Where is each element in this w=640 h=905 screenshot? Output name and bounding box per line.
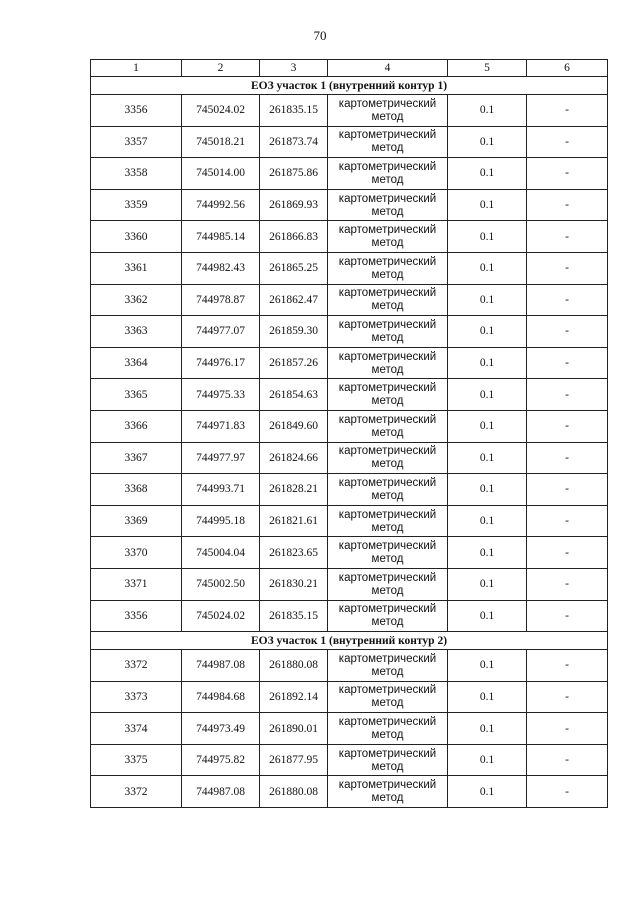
table-row	[91, 442, 608, 474]
method-line-1: картометрический	[338, 747, 437, 760]
table-row	[91, 347, 608, 379]
note: -	[527, 126, 608, 158]
method-line-1: картометрический	[338, 445, 437, 458]
method-line-2: метод	[371, 760, 404, 773]
coordinate-y: 261835.15	[260, 600, 328, 632]
accuracy: 0.1	[448, 126, 527, 158]
method-cell	[328, 442, 448, 474]
point-number: 3375	[91, 744, 182, 776]
coordinate-x: 745024.02	[182, 600, 260, 632]
method-line-1: картометрический	[338, 318, 437, 331]
point-number: 3359	[91, 189, 182, 221]
point-number: 3358	[91, 158, 182, 190]
section-title: ЕОЗ участок 1 (внутренний контур 1)	[91, 77, 608, 95]
method-cell	[328, 744, 448, 776]
method-cell	[328, 568, 448, 600]
note: -	[527, 537, 608, 569]
note: -	[527, 442, 608, 474]
coordinate-y: 261828.21	[260, 474, 328, 506]
coordinate-y: 261857.26	[260, 347, 328, 379]
table-row	[91, 600, 608, 632]
accuracy: 0.1	[448, 744, 527, 776]
note: -	[527, 474, 608, 506]
point-number: 3364	[91, 347, 182, 379]
method-cell	[328, 284, 448, 316]
table-row	[91, 681, 608, 713]
method-cell	[328, 95, 448, 127]
method-line-2: метод	[371, 426, 404, 439]
table-row	[91, 410, 608, 442]
note: -	[527, 681, 608, 713]
method-cell	[328, 252, 448, 284]
accuracy: 0.1	[448, 505, 527, 537]
coordinate-y: 261854.63	[260, 379, 328, 411]
method-cell	[328, 537, 448, 569]
coordinate-x: 744987.08	[182, 650, 260, 682]
method-line-1: картометрический	[338, 192, 437, 205]
table-row	[91, 126, 608, 158]
table-row	[91, 474, 608, 506]
accuracy: 0.1	[448, 713, 527, 745]
method-line-1: картометрический	[338, 287, 437, 300]
table-row	[91, 650, 608, 682]
method-line-1: картометрический	[338, 255, 437, 268]
table-row	[91, 776, 608, 808]
method-line-1: картометрический	[338, 716, 437, 729]
coordinate-x: 744973.49	[182, 713, 260, 745]
table-row	[91, 316, 608, 348]
method-line-2: метод	[371, 395, 404, 408]
method-line-2: метод	[371, 616, 404, 629]
note: -	[527, 284, 608, 316]
coordinate-x: 744977.97	[182, 442, 260, 474]
accuracy: 0.1	[448, 221, 527, 253]
method-line-2: метод	[371, 553, 404, 566]
table-row	[91, 221, 608, 253]
coordinate-x: 745014.00	[182, 158, 260, 190]
table-row	[91, 537, 608, 569]
coordinate-x: 744976.17	[182, 347, 260, 379]
coordinate-y: 261892.14	[260, 681, 328, 713]
note: -	[527, 600, 608, 632]
table-row	[91, 252, 608, 284]
section-header-row	[91, 632, 608, 650]
method-line-2: метод	[371, 300, 404, 313]
coordinate-x: 745002.50	[182, 568, 260, 600]
coordinate-y: 261859.30	[260, 316, 328, 348]
method-line-1: картометрический	[338, 413, 437, 426]
coordinate-x: 744975.33	[182, 379, 260, 411]
coordinate-y: 261890.01	[260, 713, 328, 745]
point-number: 3367	[91, 442, 182, 474]
point-number: 3368	[91, 474, 182, 506]
note: -	[527, 505, 608, 537]
column-number: 1	[91, 60, 182, 77]
coordinate-y: 261824.66	[260, 442, 328, 474]
method-cell	[328, 347, 448, 379]
method-line-2: метод	[371, 142, 404, 155]
method-cell	[328, 379, 448, 411]
coordinate-x: 744985.14	[182, 221, 260, 253]
point-number: 3374	[91, 713, 182, 745]
coordinate-x: 744971.83	[182, 410, 260, 442]
method-cell	[328, 189, 448, 221]
note: -	[527, 650, 608, 682]
table-row	[91, 713, 608, 745]
accuracy: 0.1	[448, 650, 527, 682]
coordinate-y: 261865.25	[260, 252, 328, 284]
coordinate-y: 261866.83	[260, 221, 328, 253]
column-number: 5	[448, 60, 527, 77]
accuracy: 0.1	[448, 252, 527, 284]
coordinate-y: 261880.08	[260, 776, 328, 808]
accuracy: 0.1	[448, 189, 527, 221]
coordinate-y: 261877.95	[260, 744, 328, 776]
method-line-2: метод	[371, 331, 404, 344]
method-cell	[328, 776, 448, 808]
coordinate-y: 261823.65	[260, 537, 328, 569]
coordinate-x: 744987.08	[182, 776, 260, 808]
note: -	[527, 744, 608, 776]
method-line-1: картометрический	[338, 160, 437, 173]
note: -	[527, 252, 608, 284]
method-line-2: метод	[371, 729, 404, 742]
accuracy: 0.1	[448, 474, 527, 506]
coordinate-x: 744993.71	[182, 474, 260, 506]
coordinate-y: 261821.61	[260, 505, 328, 537]
method-line-2: метод	[371, 792, 404, 805]
column-number: 3	[260, 60, 328, 77]
note: -	[527, 776, 608, 808]
table-row	[91, 505, 608, 537]
accuracy: 0.1	[448, 537, 527, 569]
method-line-1: картометрический	[338, 684, 437, 697]
accuracy: 0.1	[448, 347, 527, 379]
table-row	[91, 189, 608, 221]
coordinate-y: 261862.47	[260, 284, 328, 316]
accuracy: 0.1	[448, 284, 527, 316]
method-line-1: картометрический	[338, 350, 437, 363]
method-cell	[328, 650, 448, 682]
point-number: 3365	[91, 379, 182, 411]
accuracy: 0.1	[448, 776, 527, 808]
point-number: 3356	[91, 600, 182, 632]
method-line-2: метод	[371, 489, 404, 502]
note: -	[527, 713, 608, 745]
coordinate-x: 744975.82	[182, 744, 260, 776]
point-number: 3361	[91, 252, 182, 284]
coordinate-x: 745004.04	[182, 537, 260, 569]
column-number-row	[91, 60, 608, 77]
coordinate-y: 261869.93	[260, 189, 328, 221]
accuracy: 0.1	[448, 442, 527, 474]
method-line-1: картометрический	[338, 652, 437, 665]
method-cell	[328, 158, 448, 190]
method-line-1: картометрический	[338, 224, 437, 237]
accuracy: 0.1	[448, 600, 527, 632]
coordinate-y: 261880.08	[260, 650, 328, 682]
coordinate-x: 744984.68	[182, 681, 260, 713]
column-number: 2	[182, 60, 260, 77]
column-number: 4	[328, 60, 448, 77]
table-row	[91, 95, 608, 127]
method-line-2: метод	[371, 205, 404, 218]
method-line-1: картометрический	[338, 508, 437, 521]
coordinates-table	[90, 59, 608, 808]
method-line-2: метод	[371, 237, 404, 250]
section-title: ЕОЗ участок 1 (внутренний контур 2)	[91, 632, 608, 650]
point-number: 3373	[91, 681, 182, 713]
method-cell	[328, 316, 448, 348]
note: -	[527, 316, 608, 348]
method-line-1: картометрический	[338, 603, 437, 616]
method-line-2: метод	[371, 173, 404, 186]
point-number: 3372	[91, 650, 182, 682]
method-line-2: метод	[371, 665, 404, 678]
method-line-1: картометрический	[338, 129, 437, 142]
method-cell	[328, 713, 448, 745]
coordinate-y: 261830.21	[260, 568, 328, 600]
coordinate-x: 745024.02	[182, 95, 260, 127]
note: -	[527, 568, 608, 600]
method-line-2: метод	[371, 363, 404, 376]
table-row	[91, 158, 608, 190]
method-cell	[328, 505, 448, 537]
accuracy: 0.1	[448, 568, 527, 600]
point-number: 3363	[91, 316, 182, 348]
coordinate-y: 261835.15	[260, 95, 328, 127]
coordinate-x: 744977.07	[182, 316, 260, 348]
point-number: 3370	[91, 537, 182, 569]
method-line-1: картометрический	[338, 540, 437, 553]
method-line-1: картометрический	[338, 779, 437, 792]
method-line-2: метод	[371, 521, 404, 534]
method-cell	[328, 681, 448, 713]
method-line-2: метод	[371, 697, 404, 710]
point-number: 3357	[91, 126, 182, 158]
table-row	[91, 284, 608, 316]
method-line-2: метод	[371, 268, 404, 281]
point-number: 3362	[91, 284, 182, 316]
accuracy: 0.1	[448, 681, 527, 713]
column-number: 6	[527, 60, 608, 77]
method-cell	[328, 600, 448, 632]
coordinate-x: 744978.87	[182, 284, 260, 316]
method-line-1: картометрический	[338, 97, 437, 110]
coordinates-table-body	[91, 60, 608, 808]
coordinate-x: 745018.21	[182, 126, 260, 158]
note: -	[527, 379, 608, 411]
note: -	[527, 347, 608, 379]
point-number: 3371	[91, 568, 182, 600]
coordinate-x: 744992.56	[182, 189, 260, 221]
point-number: 3360	[91, 221, 182, 253]
method-line-2: метод	[371, 584, 404, 597]
table-row	[91, 744, 608, 776]
coordinate-y: 261875.86	[260, 158, 328, 190]
section-header-row	[91, 77, 608, 95]
page-number: 70	[313, 28, 327, 43]
note: -	[527, 158, 608, 190]
method-line-1: картометрический	[338, 571, 437, 584]
point-number: 3369	[91, 505, 182, 537]
method-cell	[328, 126, 448, 158]
accuracy: 0.1	[448, 410, 527, 442]
note: -	[527, 95, 608, 127]
accuracy: 0.1	[448, 316, 527, 348]
method-cell	[328, 221, 448, 253]
method-line-2: метод	[371, 110, 404, 123]
coordinate-y: 261873.74	[260, 126, 328, 158]
note: -	[527, 189, 608, 221]
method-line-2: метод	[371, 458, 404, 471]
note: -	[527, 410, 608, 442]
coordinate-x: 744982.43	[182, 252, 260, 284]
point-number: 3372	[91, 776, 182, 808]
coordinate-x: 744995.18	[182, 505, 260, 537]
method-cell	[328, 474, 448, 506]
method-line-1: картометрический	[338, 476, 437, 489]
accuracy: 0.1	[448, 95, 527, 127]
method-cell	[328, 410, 448, 442]
table-row	[91, 379, 608, 411]
method-line-1: картометрический	[338, 382, 437, 395]
accuracy: 0.1	[448, 379, 527, 411]
point-number: 3366	[91, 410, 182, 442]
table-row	[91, 568, 608, 600]
coordinate-y: 261849.60	[260, 410, 328, 442]
accuracy: 0.1	[448, 158, 527, 190]
note: -	[527, 221, 608, 253]
point-number: 3356	[91, 95, 182, 127]
